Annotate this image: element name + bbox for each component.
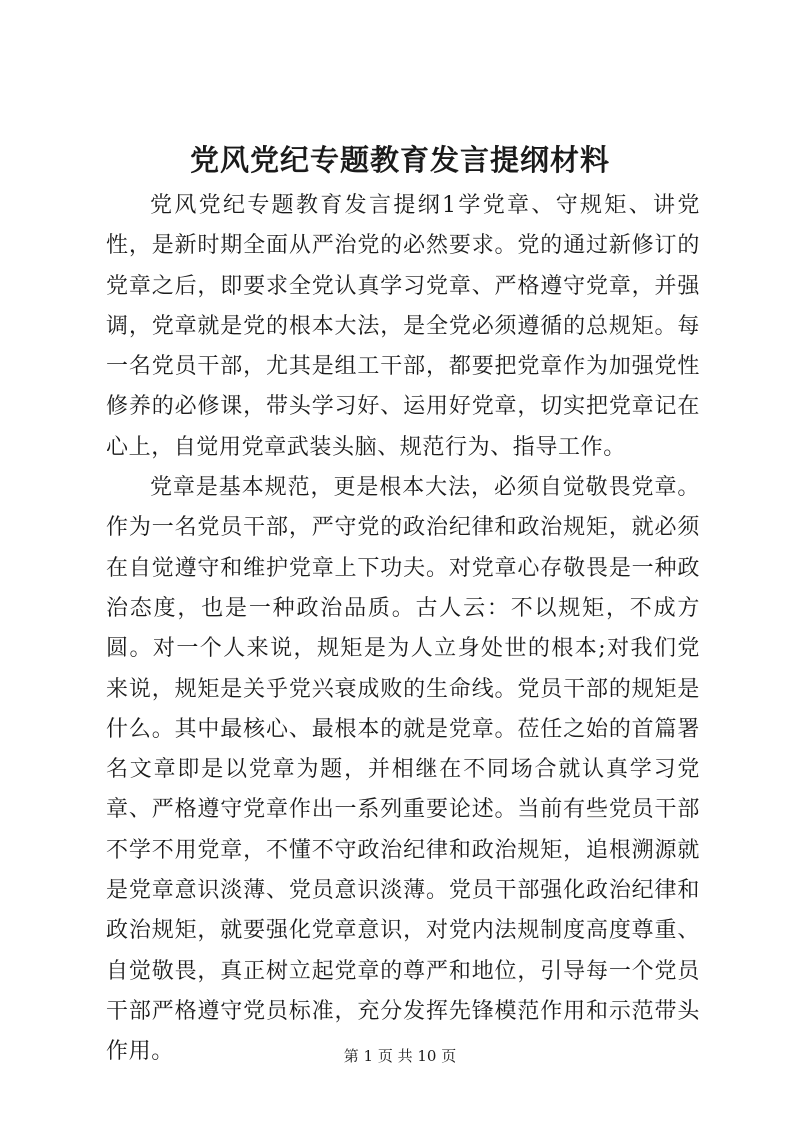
page-footer: 第 1 页 共 10 页 <box>343 1047 457 1065</box>
document-body <box>106 186 700 1073</box>
paragraph-1: 党风党纪专题教育发言提纲1学党章、守规矩、讲党性，是新时期全面从严治党的必然要求。党的通过新修订的党章之后，即要求全党认真学习党章、严格遵守党章，并强调，党章就是党的根本大法，是全党必须遵循的总规矩。每一名党员干部，尤其是组工干部，都要把党章作为加强党性修养的必修课，带头学习好、运用好党章，切实把党章记在心上，自觉用党章武装头脑、规范行为、指导工作。 <box>106 193 700 460</box>
page-title: 党风党纪专题教育发言提纲材料 <box>189 143 610 177</box>
paragraph-2: 党章是基本规范，更是根本大法，必须自觉敬畏党章。作为一名党员干部，严守党的政治纪律和政治规矩，就必须在自觉遵守和维护党章上下功夫。对党章心存敬畏是一种政治态度，也是一种政治品质。古人云：不以规矩，不成方圆。对一个人来说，规矩是为人立身处世的根本;对我们党来说，规矩是关乎党兴衰成败的生命线。党员干部的规矩是什么。其中最核心、最根本的就是党章。莅任之始的首篇署名文章即是以党章为题，并相继在不同场合就认真学习党章、严格遵守党章作出一系列重要论述。当前有些党员干部不学不用党章，不懂不守政治纪律和政治规矩，追根溯源就是党章意识淡薄、党员意识淡薄。党员干部强化政治纪律和政治规矩，就要强化党章意识，对党内法规制度高度尊重、自觉敬畏，真正树立起党章的尊严和地位，引导每一个党员干部严格遵守党员标准，充分发挥先锋模范作用和示范带头作用。 <box>106 475 700 1065</box>
